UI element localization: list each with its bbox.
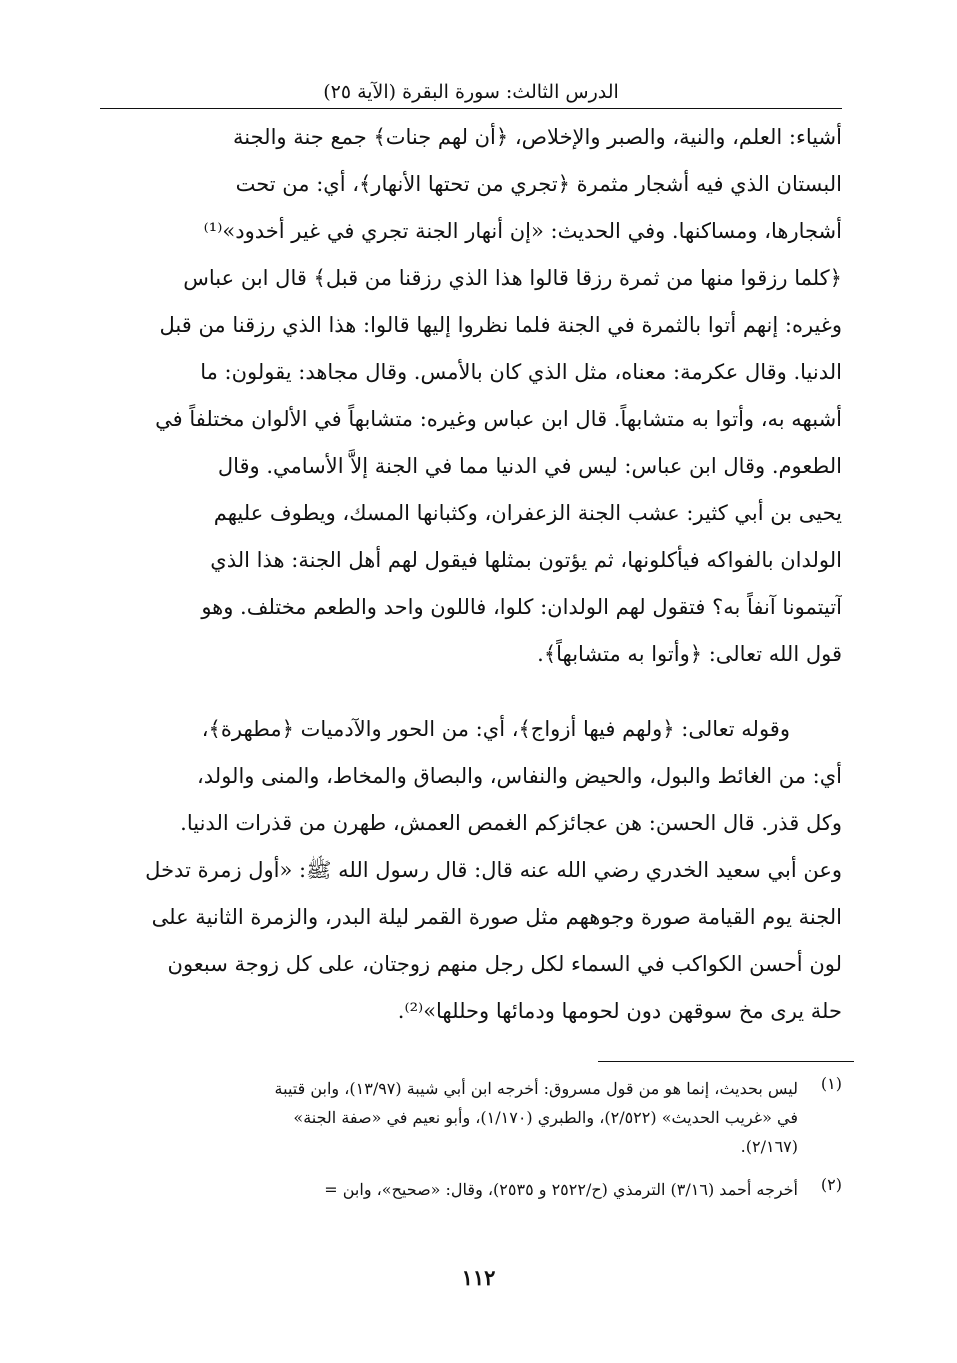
text-line: الولدان بالفواكه فيأكلونها، ثم يؤتون بمثلها فيقول لهم أهل الجنة: هذا الذي: [210, 548, 842, 572]
page-number: ١١٢: [461, 1265, 496, 1290]
text-line: أشجارها، ومساكنها. وفي الحديث: «إن أنهار الجنة تجري في غير أخدود»⁽¹⁾: [203, 219, 842, 243]
text-line: وقوله تعالى: ﴿ولهم فيها أزواج﴾، أي: من الحور والآدميات ﴿مطهرة﴾،: [201, 717, 790, 741]
text-line: الطعوم. وقال ابن عباس: ليس في الدنيا مما في الجنة إلاَّ الأسامي. وقال: [217, 454, 842, 478]
footnote-number: (١): [820, 1074, 842, 1093]
header-rule: [100, 108, 842, 109]
text-line: وغيره: إنهم أتوا بالثمرة في الجنة فلما نظروا إليها قالوا: هذا الذي رزقنا من قبل: [159, 313, 842, 337]
footnote-gap: [100, 1161, 842, 1175]
text-line: الجنة يوم القيامة صورة وجوههم مثل صورة القمر ليلة البدر، والزمرة الثانية على: [151, 905, 842, 929]
footnotes: [100, 1074, 842, 1204]
footnote-line: (٢/١٦٧).: [740, 1137, 798, 1156]
footnote-line: في «غريب الحديث» (٢/٥٢٢)، والطبري (١/١٧٠)، وأبو نعيم في «صفة الجنة»: [293, 1108, 798, 1127]
text-line: وعن أبي سعيد الخدري رضي الله عنه قال: قال رسول الله ﷺ: «أول زمرة تدخل: [145, 858, 842, 882]
paragraph-2: [100, 706, 842, 1035]
paragraph-1: [100, 114, 842, 678]
text-line: يحيى بن أبي كثير: عشب الجنة الزعفران، وكثبانها المسك، ويطوف عليهم: [213, 501, 842, 525]
paragraph-gap: [100, 678, 842, 706]
text-line: قول الله تعالى: ﴿وأتوا به متشابهاً﴾.: [537, 642, 842, 666]
footnote-2: [100, 1175, 842, 1204]
text-line: آتيتمونا آنفاً به؟ فتقول لهم الولدان: كلوا، فاللون واحد والطعم مختلف. وهو: [201, 595, 842, 619]
footnote-number: (٢): [820, 1175, 842, 1194]
footnote-rule: [598, 1061, 854, 1062]
footnote-1: [100, 1074, 842, 1161]
text-line: ﴿كلما رزقوا منها من ثمرة رزقا قالوا هذا الذي رزقنا من قبل﴾ قال ابن عباس: [183, 266, 842, 290]
text-line: حلة يرى مخ سوقهن دون لحومها ودمائها وحللها»⁽²⁾.: [397, 999, 842, 1023]
running-header: الدرس الثالث: سورة البقرة (الآية ٢٥): [323, 81, 619, 103]
footnote-line: أخرجه أحمد (٣/١٦) الترمذي (ح/٢٥٢٢ و ٢٥٣٥)، وقال: «صحيح»، وابن =: [324, 1180, 798, 1199]
text-line: أشياء: العلم، والنية، والصبر والإخلاص، ﴿أن لهم جنات﴾ جمع جنة والجنة: [233, 125, 842, 149]
text-line: البستان الذي فيه أشجار مثمرة ﴿تجري من تحتها الأنهار﴾، أي: من تحت: [235, 172, 842, 196]
text-line: أي: من الغائط والبول، والحيض والنفاس، والبصاق والمخاط، والمنى والولد،: [197, 764, 842, 788]
text-line: أشبهه به، وأتوا به متشابهاً. قال ابن عباس وغيره: متشابهاً في الألوان مختلفاً في: [155, 407, 842, 431]
footnote-line: ليس بحديث، إنما هو من قول مسروق: أخرجه ابن أبي شيبة (١٣/٩٧)، وابن قتيبة: [274, 1079, 798, 1098]
main-text: [100, 114, 842, 1035]
text-line: لون أحسن الكواكب في السماء لكل رجل منهم زوجتان، على كل زوجة سبعون: [167, 952, 842, 976]
text-line: وكل قذر. قال الحسن: هن عجائزكم الغمص العمش، طهرن من قذرات الدنيا.: [180, 811, 842, 835]
text-line: الدنيا. وقال عكرمة: معناه، مثل الذي كان بالأمس. وقال مجاهد: يقولون: ما: [200, 360, 842, 384]
